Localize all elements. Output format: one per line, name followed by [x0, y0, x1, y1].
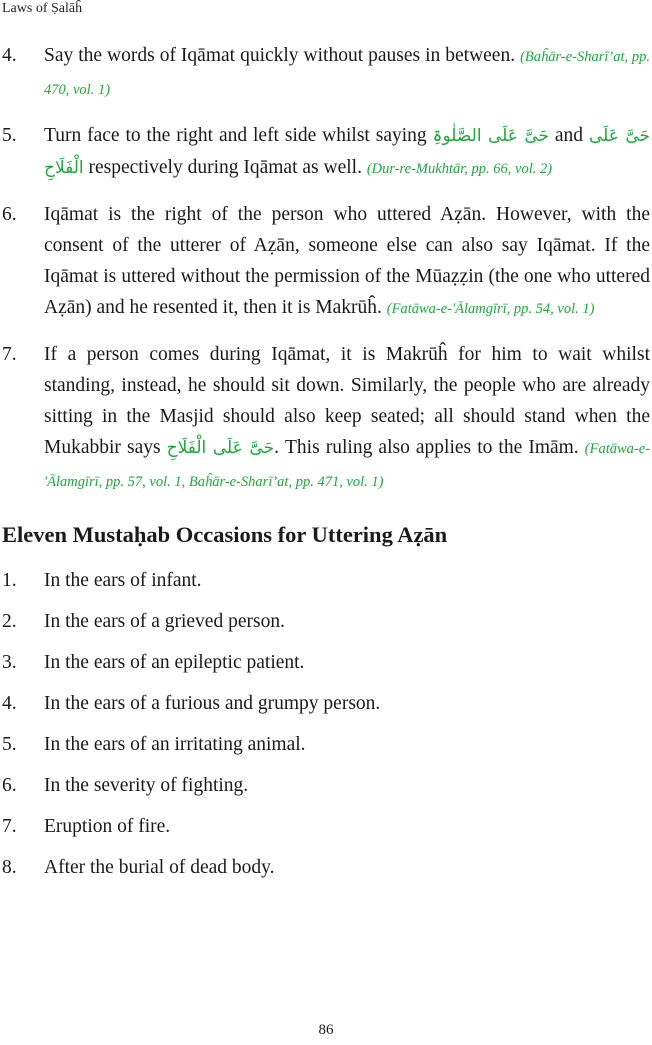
list-item — [0, 683, 652, 724]
list-item — [0, 724, 652, 765]
occasion-list — [0, 560, 652, 888]
rule-reference: (Fatāwa-e-'Ālamgīrī, pp. 57, vol. 1, Baĥār-e-Sharī’at, pp. 471, vol. 1) — [44, 441, 650, 490]
arabic-phrase: حَیَّ عَلَی الْفَلَاحِ — [44, 126, 650, 178]
rule-6 — [0, 199, 652, 325]
rule-text: Iqāmat is the right of the person who uttered Aẓān. However, with the consent of the utterer of Aẓān, someone else can also say Iqāmat. If the Iqāmat is uttered without the permission of the Mūaẓẓin (the one who uttered Aẓān) and he resented it, then it is Makrūĥ. — [44, 204, 650, 318]
list-text: In the ears of a furious and grumpy person. — [44, 693, 381, 714]
list-number: 2. — [2, 611, 17, 632]
rule-number: 7. — [2, 344, 17, 365]
rule-text: . This ruling also applies to the Imām. — [274, 437, 579, 458]
list-item — [0, 601, 652, 642]
rule-4 — [0, 40, 652, 106]
rule-7 — [0, 339, 652, 498]
list-text: In the ears of a grieved person. — [44, 611, 285, 632]
section-heading: Eleven Mustaḥab Occasions for Uttering Aẓān — [2, 522, 448, 547]
arabic-phrase: حَیَّ عَلَی الْفَلَاحِ — [166, 438, 275, 458]
rule-text: respectively during Iqāmat as well. — [88, 157, 362, 178]
list-item — [0, 642, 652, 683]
rule-reference: (Dur-re-Mukhtār, pp. 66, vol. 2) — [366, 161, 553, 177]
list-item — [0, 847, 652, 888]
rule-reference: (Fatāwa-e-'Ālamgīrī, pp. 54, vol. 1) — [386, 301, 595, 317]
list-number: 6. — [2, 775, 17, 796]
list-number: 5. — [2, 734, 17, 755]
rule-reference: (Baĥār-e-Sharī’at, pp. 470, vol. 1) — [44, 49, 650, 98]
list-text: In the ears of infant. — [44, 570, 202, 591]
list-text: In the ears of an epileptic patient. — [44, 652, 305, 673]
list-number: 4. — [2, 693, 17, 714]
list-number: 8. — [2, 857, 17, 878]
list-item — [0, 560, 652, 601]
list-number: 3. — [2, 652, 17, 673]
rule-5 — [0, 120, 652, 185]
page-body — [0, 40, 652, 888]
list-item — [0, 806, 652, 847]
rule-text: Say the words of Iqāmat quickly without pauses in between. — [44, 45, 516, 66]
list-item — [0, 765, 652, 806]
list-text: In the ears of an irritating animal. — [44, 734, 306, 755]
arabic-phrase: حَیَّ عَلَی الصَّلٰوۃِ — [432, 126, 550, 146]
page-number: 86 — [318, 1022, 334, 1038]
rule-text: Turn face to the right and left side whilst saying — [44, 125, 427, 146]
rule-text: If a person comes during Iqāmat, it is Makrūĥ for him to wait whilst standing, instead, he should sit down. Similarly, the people who are already sitting in the Masjid should also keep seated; all should stand when the Mukabbir says — [44, 344, 650, 458]
running-header: Laws of Ṣalāĥ — [2, 1, 83, 16]
rule-number: 6. — [2, 204, 17, 225]
rule-text: and — [554, 125, 584, 146]
rule-number: 5. — [2, 125, 17, 146]
rule-number: 4. — [2, 45, 17, 66]
list-text: In the severity of fighting. — [44, 775, 249, 796]
list-text: Eruption of fire. — [44, 816, 171, 837]
list-number: 7. — [2, 816, 17, 837]
list-number: 1. — [2, 570, 17, 591]
list-text: After the burial of dead body. — [44, 857, 275, 878]
